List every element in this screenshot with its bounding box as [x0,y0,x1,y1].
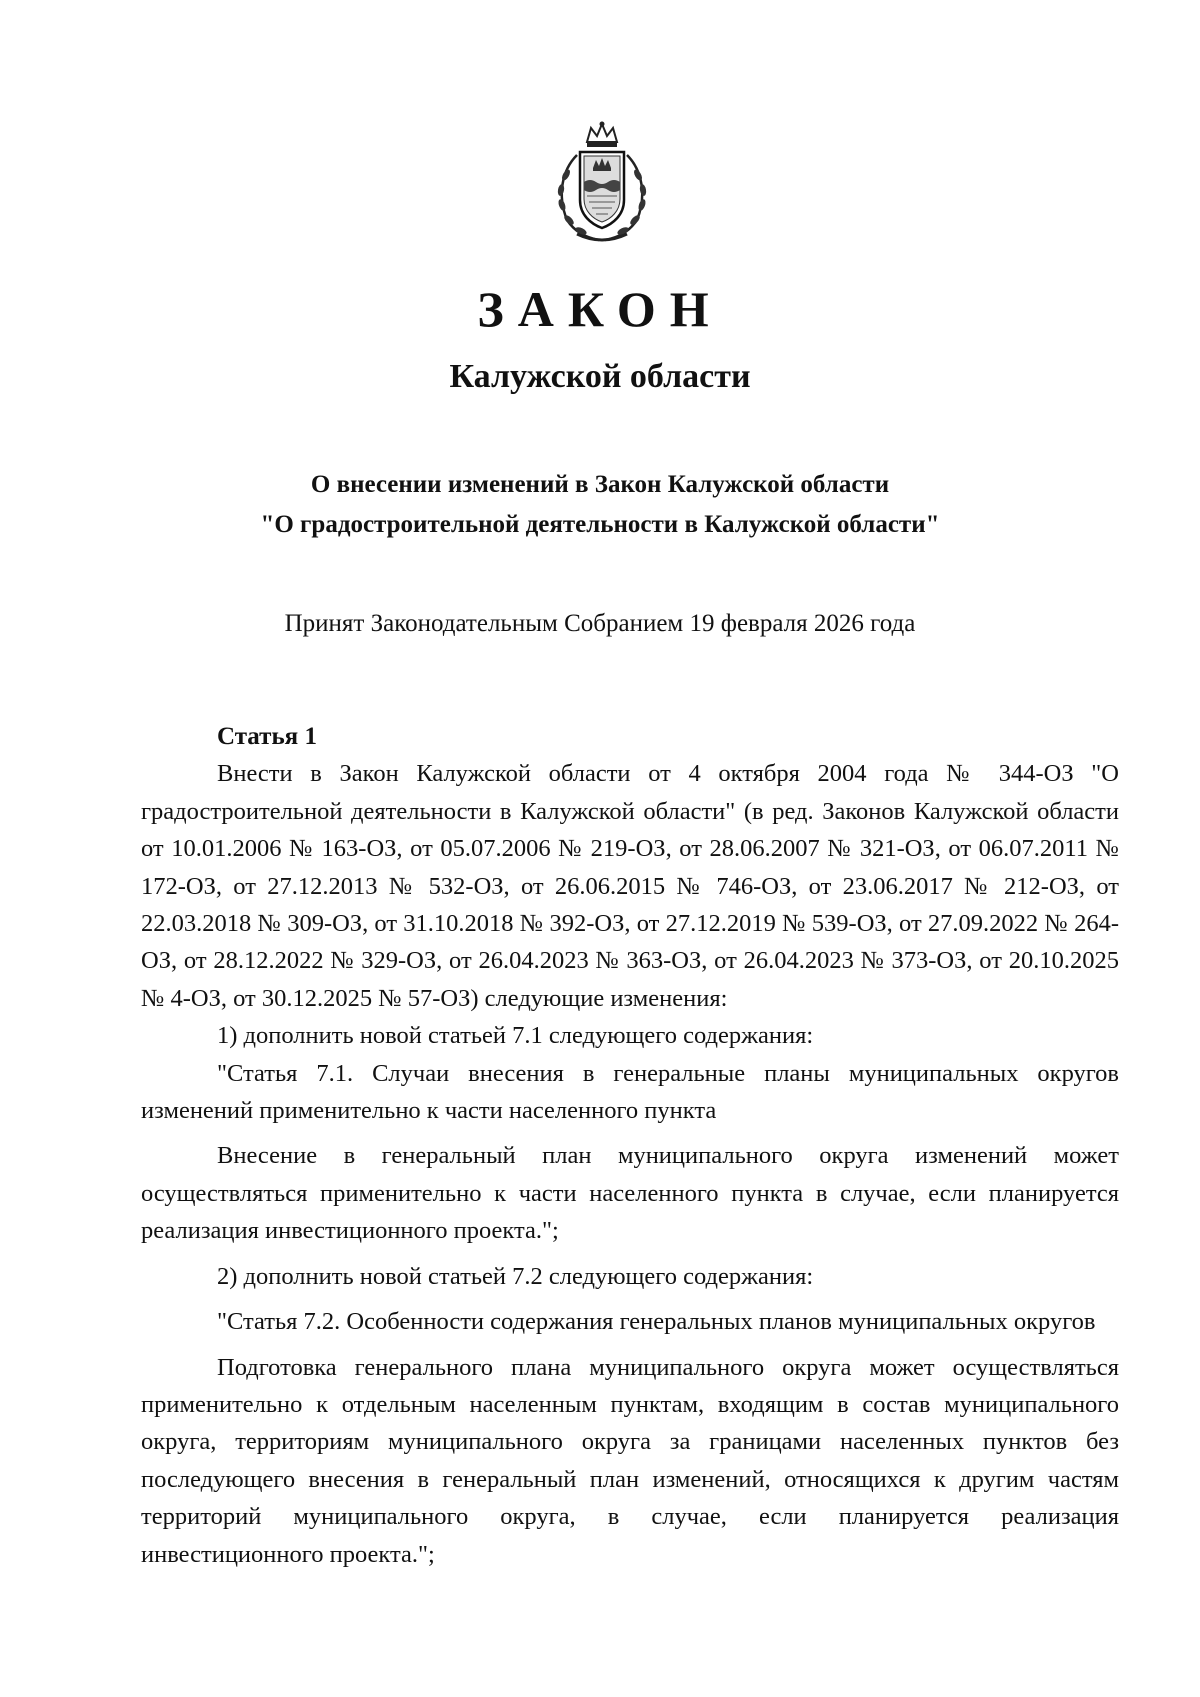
item-2-article-title: "Статья 7.2. Особенности содержания генеральных планов муниципальных округов [217,1308,1096,1336]
article-title: Статья 1 [217,723,317,750]
adoption-date: Принят Законодательным Собранием 19 февраля 2026 года [284,610,916,637]
article-body [141,718,1119,1573]
item-1-article-text: Внесение в генеральный план муниципального округа изменений может осуществляться применительно к части населенного пункта в случае, если планируется реализация инвестиционного проекта."; [141,1142,1119,1245]
coat-of-arms-icon [547,120,657,245]
subject-line-2: "О градостроительной деятельности в Калужской области" [260,511,940,538]
item-2-article-text: Подготовка генерального плана муниципального округа может осуществляться применительно к отдельным населенным пунктам, входящим в состав муниципального округа, территориям муниципального округа за границами населенных пунктов без последующего внесения в генеральный план изменений, относящихся к другим частям территорий муниципального округа, в случае, если планируется реализация инвестиционного проекта."; [141,1353,1119,1568]
item-2: 2) дополнить новой статьей 7.2 следующего содержания: [217,1262,814,1290]
law-subject [0,465,1200,545]
region-title: Калужской области [449,358,751,395]
article-intro: Внести в Закон Калужской области от 4 октября 2004 года № 344-ОЗ "О градостроительной деятельности в Калужской области" (в ред. Законов Калужской области от 10.01.2006 № 163-ОЗ, от 05.07.2006 № 219-ОЗ, от 28.06.2007 № 321-ОЗ, от 06.07.2011 № 172-ОЗ, от 27.12.2013 № 532-ОЗ, от 26.06.2015 № 746-ОЗ, от 23.06.2017 № 212-ОЗ, от 22.03.2018 № 309-ОЗ, от 31.10.2018 № 392-ОЗ, от 27.12.2019 № 539-ОЗ, от 27.09.2022 № 264-ОЗ, от 28.12.2022 № 329-ОЗ, от 26.04.2023 № 363-ОЗ, от 26.04.2023 № 373-ОЗ, от 20.10.2025 № 4-ОЗ, от 30.12.2025 № 57-ОЗ) следующие изменения: [141,760,1119,1012]
item-1-article-title: "Статья 7.1. Случаи внесения в генеральные планы муниципальных округов изменений применительно к части населенного пункта [141,1059,1119,1125]
law-title: ЗАКОН [477,281,723,337]
item-1: 1) дополнить новой статьей 7.1 следующего содержания: [217,1022,814,1050]
subject-line-1: О внесении изменений в Закон Калужской области [310,471,890,498]
